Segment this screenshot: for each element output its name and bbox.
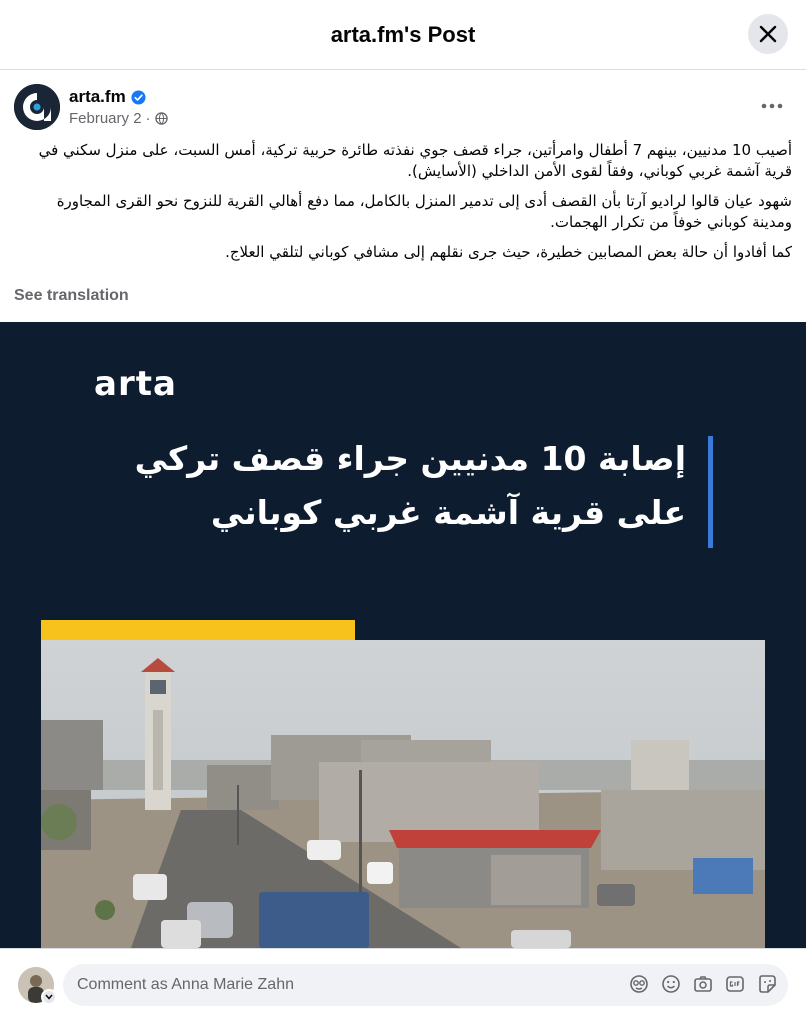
emoji-icon — [661, 974, 681, 994]
sticker-icon — [757, 974, 777, 994]
post-meta — [69, 110, 168, 127]
chevron-down-icon — [45, 994, 53, 1000]
verified-badge-icon — [131, 90, 146, 105]
village-street-illustration — [41, 640, 765, 948]
more-options-button[interactable] — [754, 92, 790, 120]
post-header — [14, 84, 794, 132]
dialog-title: arta.fm's Post — [330, 22, 476, 47]
image-headline — [126, 432, 686, 540]
gif-button[interactable] — [724, 973, 746, 995]
photo-button[interactable] — [692, 973, 714, 995]
page-name[interactable] — [69, 87, 146, 107]
gif-icon — [725, 974, 745, 994]
close-button[interactable] — [748, 14, 788, 54]
post-dialog-header — [0, 0, 806, 70]
post-date[interactable]: February 2 — [69, 110, 142, 127]
meta-separator: · — [145, 110, 151, 127]
see-translation-link[interactable]: See translation — [14, 287, 129, 304]
comment-tools — [628, 973, 778, 995]
arta-logo-icon — [14, 84, 60, 130]
street-photo — [41, 640, 765, 948]
globe-icon — [155, 112, 168, 125]
headline-accent-bar — [708, 436, 713, 548]
avatar-sticker-icon — [629, 974, 649, 994]
page-avatar[interactable] — [14, 84, 60, 130]
avatar-sticker-button[interactable] — [628, 973, 650, 995]
page-name-text[interactable]: arta.fm — [69, 87, 126, 106]
comment-bar — [0, 948, 806, 1024]
arta-brand-logo: arta — [94, 364, 177, 404]
post-image[interactable] — [0, 322, 806, 948]
camera-icon — [693, 974, 713, 994]
close-icon — [759, 25, 777, 43]
more-options-icon — [761, 103, 783, 109]
post-body — [14, 140, 792, 272]
emoji-button[interactable] — [660, 973, 682, 995]
account-switcher-button[interactable] — [41, 989, 57, 1005]
headline-line-1: إصابة 10 مدنيين جراء قصف تركي — [134, 439, 686, 478]
headline-line-2: على قرية آشمة غربي كوباني — [210, 493, 686, 532]
post-paragraph-1: أصيب 10 مدنيين، بينهم 7 أطفال وامرأتين، جراء قصف جوي نفذته طائرة حربية تركية، أمس السبت، على منزل سكني في قرية آشمة غربي كوباني، وفقاً لقوى الأمن الداخلي (الأسايش). — [38, 141, 792, 180]
post-paragraph-3: كما أفادوا أن حالة بعض المصابين خطيرة، حيث جرى نقلهم إلى مشافي كوباني لتلقي العلاج. — [225, 243, 792, 261]
sticker-button[interactable] — [756, 973, 778, 995]
post-paragraph-2: شهود عيان قالوا لراديو آرتا بأن القصف أدى إلى تدمير المنزل بالكامل، مما دفع أهالي القرية للنزوح نحو القرى المجاورة ومدينة كوباني خوفاً من تكرار الهجمات. — [56, 192, 792, 231]
